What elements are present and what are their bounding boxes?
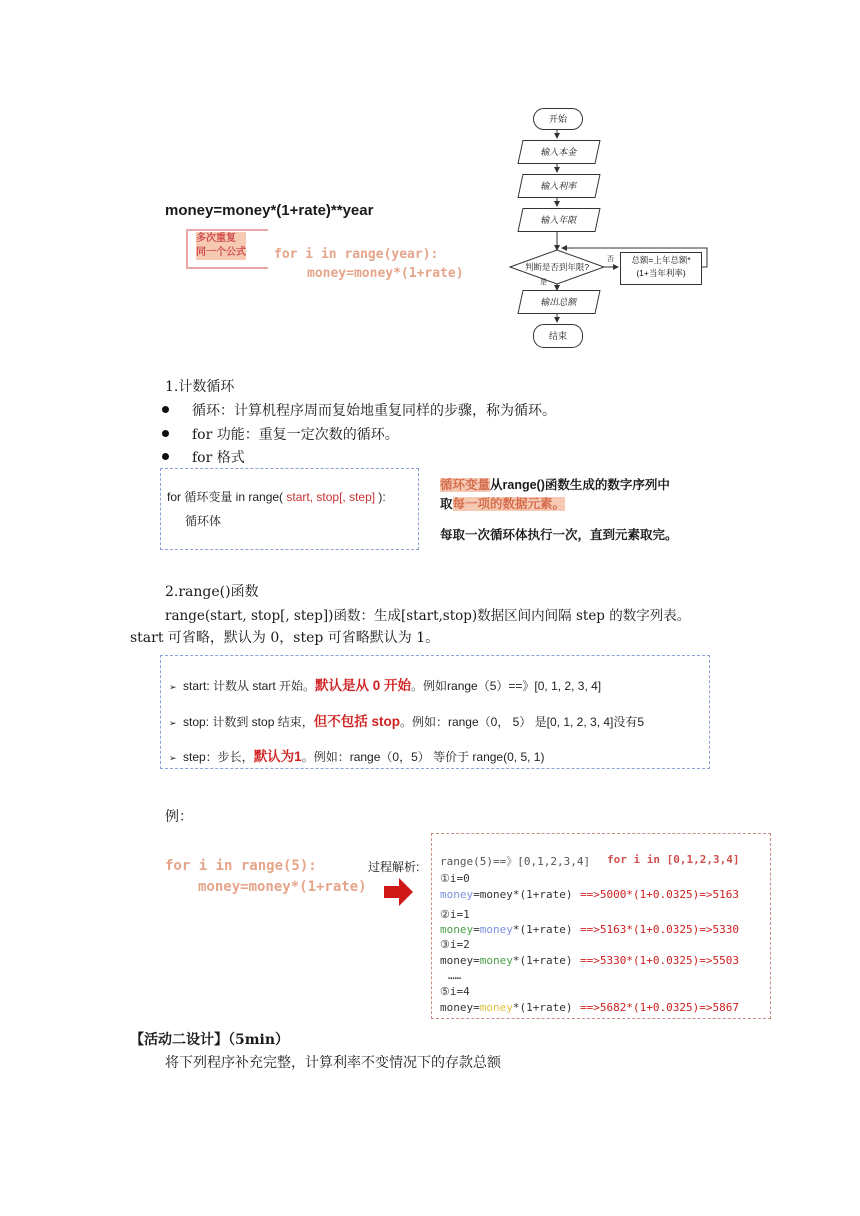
step-text: step：步长， — [183, 750, 254, 764]
eq-sign: = — [473, 954, 480, 967]
for-syntax-args: start, stop[, step] — [286, 490, 376, 504]
trace-i0: ①i=0 — [440, 872, 470, 885]
flow-no-label: 否 — [607, 256, 614, 263]
flow-input-principal: 输入本金 — [517, 140, 600, 164]
trace-calc0: ==>5000*(1+0.0325)=>5163 — [580, 888, 739, 901]
for-syntax-suffix: ): — [375, 490, 386, 504]
bullet-for-function: for 功能：重复一定次数的循环。 — [192, 427, 399, 443]
range-params-box — [160, 655, 710, 769]
step-emphasis: 默认为1 — [253, 749, 302, 764]
for-explanation-note — [440, 476, 678, 545]
flow-process — [620, 252, 702, 285]
for-loop-code: for i in range(year): — [274, 247, 439, 262]
flow-input-rate: 输入利率 — [517, 174, 600, 198]
activity-title: 【活动二设计】（5min） — [130, 1032, 290, 1048]
trace-calc4: ==>5682*(1+0.0325)=>5867 — [580, 1001, 739, 1014]
bullet-loop-definition: 循环：计算机程序周而复始地重复同样的步骤，称为循环。 — [192, 403, 556, 419]
example-label: 例： — [165, 809, 193, 825]
trace-i1: ②i=1 — [440, 908, 470, 921]
section1-heading: 1.计数循环 — [165, 379, 235, 395]
repeat-annotation — [196, 232, 246, 260]
example-for-code: for i in range(5): — [165, 858, 317, 874]
flowchart — [500, 100, 720, 360]
note-line2 — [440, 495, 678, 514]
arrow-bullet-icon: ➢ — [169, 718, 177, 728]
expr-text: *(1+rate) — [512, 1001, 573, 1014]
flow-decision-label: 判断是否到年限? — [524, 262, 590, 272]
trace-ellipsis: …… — [448, 969, 462, 982]
flow-yes-label: 是 — [540, 279, 547, 286]
range-start-item — [169, 674, 601, 694]
stop-emphasis: 但不包括 stop — [313, 714, 400, 729]
stop-text: stop: 计数到 stop 结束， — [183, 715, 314, 729]
eq-sign: = — [473, 1001, 480, 1014]
trace-for-line: for i in [0,1,2,3,4] — [607, 853, 740, 866]
process-trace-box — [431, 833, 771, 1019]
bullet-dot — [162, 406, 169, 413]
money-var: money — [479, 954, 513, 967]
for-syntax-box — [160, 468, 419, 550]
trace-i2: ③i=2 — [440, 938, 470, 951]
money-var: money — [440, 923, 474, 936]
money-var: money — [440, 888, 474, 901]
range-description-line1: range(start, stop[, step])函数：生成[start,stop)数据区间内间隔 step 的数字列表。 — [165, 608, 691, 624]
bullet-dot — [162, 453, 169, 460]
expr-text: *(1+rate) — [512, 923, 573, 936]
bullet-dot — [162, 430, 169, 437]
stop-example: 。例如：range（0， 5） 是[0, 1, 2, 3, 4]没有5 — [399, 715, 645, 729]
right-arrow-icon — [384, 877, 414, 907]
for-syntax-prefix: for 循环变量 in range( — [167, 490, 287, 504]
flow-start: 开始 — [533, 108, 583, 130]
start-emphasis: 默认是从 0 开始 — [315, 678, 412, 693]
note-part2: 取 — [440, 497, 453, 511]
section2-heading: 2.range()函数 — [165, 584, 259, 600]
arrow-bullet-icon: ➢ — [169, 682, 177, 692]
activity-description: 将下列程序补充完整，计算利率不变情况下的存款总额 — [165, 1055, 501, 1071]
note-line3: 每取一次循环体执行一次，直到元素取完。 — [440, 528, 678, 542]
for-body-text: 循环体 — [185, 514, 222, 528]
trace-calc2: ==>5330*(1+0.0325)=>5503 — [580, 954, 739, 967]
example-body-code: money=money*(1+rate) — [198, 879, 367, 895]
range-description-line2: start 可省略，默认为 0，step 可省略默认为 1。 — [130, 630, 440, 646]
bullet-for-format: for 格式 — [192, 450, 245, 466]
money-var: money — [440, 954, 474, 967]
start-text: start: 计数从 start 开始。 — [183, 679, 316, 693]
money-var: money — [479, 888, 513, 901]
note-line1 — [440, 476, 678, 495]
trace-money-line2 — [440, 954, 572, 967]
money-var: money — [440, 1001, 474, 1014]
step-example: 。例如：range（0，5） 等价于 range(0, 5, 1) — [301, 750, 545, 764]
trace-money-line4 — [440, 1001, 572, 1014]
repeat-annotation-line1: 多次重复 — [196, 232, 246, 246]
eq-sign: = — [473, 923, 480, 936]
note-highlight1: 循环变量 — [440, 478, 491, 492]
arrow-bullet-icon: ➢ — [169, 753, 177, 763]
trace-i4: ⑤i=4 — [440, 985, 470, 998]
range-step-item — [169, 745, 544, 765]
flow-input-years: 输入年限 — [517, 208, 600, 232]
expr-text: *(1+rate) — [512, 954, 573, 967]
flow-process-line2: (1+当年利率) — [636, 268, 686, 278]
trace-money-line1 — [440, 923, 572, 936]
flow-end: 结束 — [533, 324, 583, 348]
range-stop-item — [169, 710, 644, 730]
compound-formula: money=money*(1+rate)**year — [165, 202, 374, 219]
trace-calc1: ==>5163*(1+0.0325)=>5330 — [580, 923, 739, 936]
trace-range-line: range(5)==》[0,1,2,3,4] — [440, 855, 591, 868]
money-var: money — [479, 923, 513, 936]
note-highlight2: 每一项的数据元素。 — [452, 497, 566, 511]
eq-sign: = — [473, 888, 480, 901]
note-part1: 从range()函数生成的数字序列中 — [490, 478, 670, 492]
for-syntax-line — [167, 488, 386, 505]
start-example: 。例如range（5）==》[0, 1, 2, 3, 4] — [411, 679, 602, 693]
process-analysis-label: 过程解析: — [368, 860, 420, 874]
money-var: money — [479, 1001, 513, 1014]
flow-output: 输出总额 — [517, 290, 600, 314]
expr-text: *(1+rate) — [512, 888, 573, 901]
flow-process-line1: 总额=上年总额* — [631, 255, 691, 265]
trace-money-line0 — [440, 888, 572, 901]
repeat-annotation-line2: 同一个公式 — [196, 247, 246, 258]
loop-body-code: money=money*(1+rate) — [307, 266, 464, 281]
